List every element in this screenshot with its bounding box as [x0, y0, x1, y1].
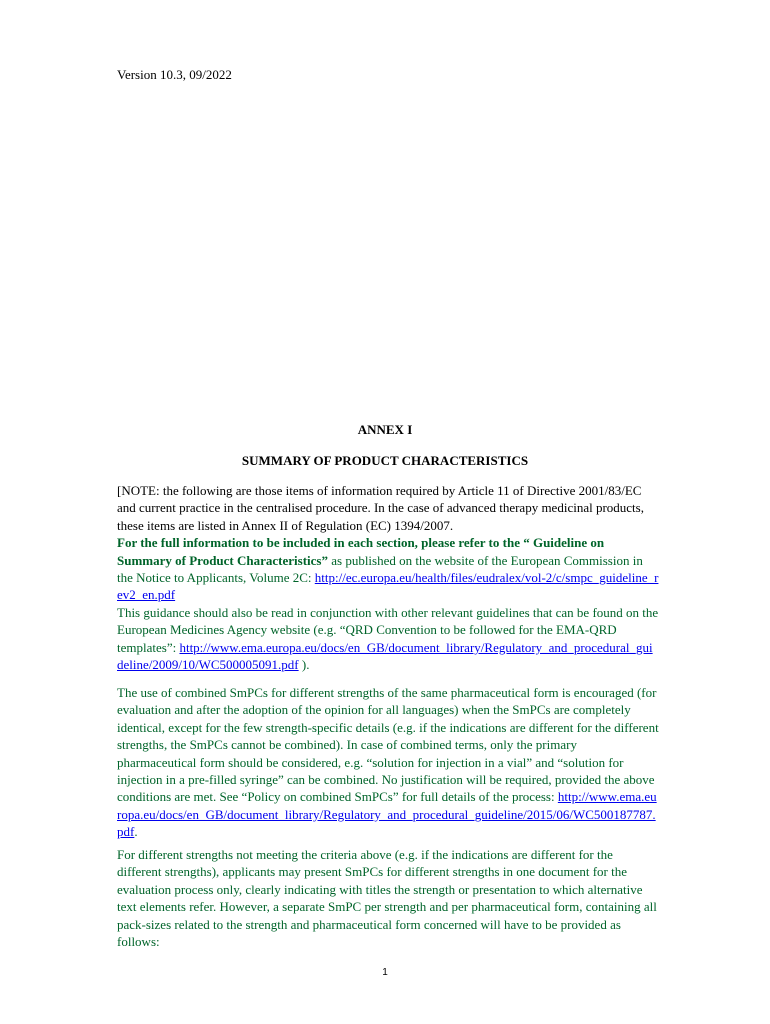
note-block [117, 482, 659, 673]
guideline-reference-text: as published on the website of the European Commission in the Notice to Applicants, Volume 2C: [117, 552, 643, 586]
combined-smpc-policy-link[interactable]: http://www.ema.europa.eu/docs/en_GB/document_library/Regulatory_and_procedural_guideline/2015/06/WC500187787.pdf [117, 789, 657, 840]
smpc-guideline-link[interactable]: http://ec.europa.eu/health/files/eudralex/vol-2/c/smpc_guideline_rev2_en.pdf [117, 570, 659, 603]
note-intro: [NOTE: the following are those items of information required by Article 11 of Directive 2001/83/EC and current practice in the centralised procedure. In the case of advanced therapy medicinal products, these items are listed in Annex II of Regulation (EC) 1394/2007. [117, 483, 644, 533]
combined-smpc-block [117, 684, 659, 841]
smpc-title: SUMMARY OF PRODUCT CHARACTERISTICS [241, 453, 529, 468]
version-label: Version 10.3, 09/2022 [117, 67, 232, 82]
qrd-guidance-text: This guidance should also be read in conjunction with other relevant guidelines that can be found on the European Medicines Agency website (e.g. “QRD Convention to be followed for the EMA-QRD templates”: [117, 604, 659, 655]
different-strengths-block [117, 846, 659, 950]
combined-smpc-text: The use of combined SmPCs for different strengths of the same pharmaceutical form is encouraged (for evaluation and after the adoption of the opinion for all languages) when the SmPCs are completely identical, except for the few strength-specific details (e.g. if the indications are different for the different strengths, the SmPCs cannot be combined). In case of combined terms, only the primary pharmaceutical form should be considered, e.g. “solution for injection in a vial” and “solution for injection in a pre-filled syringe” can be combined. No justification will be required, provided the above conditions are met. See “Policy on combined SmPCs” for full details of the process: [117, 685, 659, 805]
combined-smpc-paragraph [117, 684, 659, 841]
annex-title: ANNEX I [357, 422, 413, 437]
page-number: 1 [382, 967, 388, 978]
combined-smpc-suffix: . [134, 824, 138, 840]
guideline-reference-bold: For the full information to be included in each section, please refer to the “ Guideline on Summary of Product Characteristics” [117, 535, 605, 568]
qrd-guidance-suffix: ). [298, 657, 310, 673]
note-paragraph [117, 482, 659, 673]
different-strengths-paragraph: For different strengths not meeting the criteria above (e.g. if the indications are different for the different strengths), applicants may present SmPCs for different strengths in one document for the evaluation process only, clearly indicating with titles the strength or presentation to which alternative text elements refer. However, a separate SmPC per strength and per pharmaceutical form, containing all pack-sizes related to the strength and pharmaceutical form concerned will have to be provided as follows: [117, 847, 657, 950]
qrd-convention-link[interactable]: http://www.ema.europa.eu/docs/en_GB/document_library/Regulatory_and_procedural_guideline/2009/10/WC500005091.pdf [117, 639, 653, 673]
